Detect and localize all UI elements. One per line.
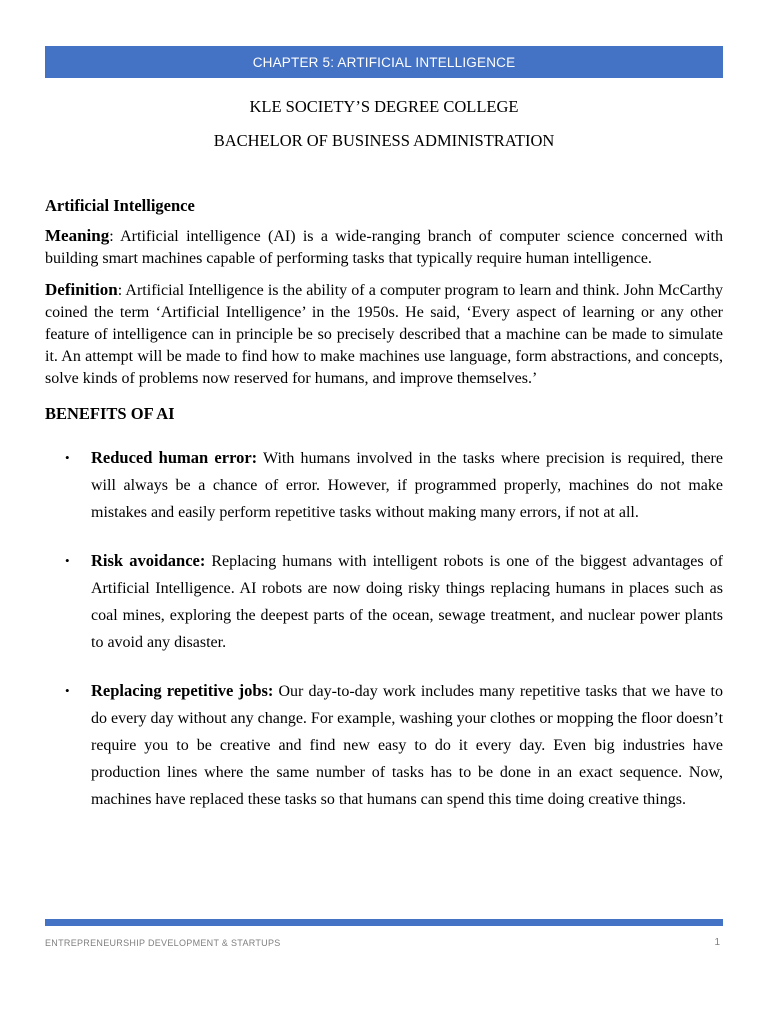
benefit-lead: Reduced human error: bbox=[91, 448, 258, 467]
college-name: KLE SOCIETY’S DEGREE COLLEGE bbox=[249, 97, 519, 116]
list-item bbox=[45, 547, 723, 656]
footer-course-title: ENTREPRENEURSHIP DEVELOPMENT & STARTUPS bbox=[45, 938, 281, 948]
definition-text: : Artificial Intelligence is the ability of a computer program to learn and think. John McCarthy coined the term ‘Artificial Intelligence’ in the 1950s. He said, ‘Every aspect of learning or any other feature of intelligence can in principle be so precisely described that a machine can be made to simulate it. An attempt will be made to find how to make machines use language, form abstractions, and concepts, solve kinds of problems now reserved for humans, and improve themselves.’ bbox=[45, 282, 723, 387]
page-number: 1 bbox=[714, 937, 720, 948]
meaning-text: : Artificial intelligence (AI) is a wide-ranging branch of computer science concerned with building smart machines capable of performing tasks that typically require human intelligence. bbox=[45, 228, 723, 267]
chapter-header-bar bbox=[45, 46, 723, 78]
benefit-text: Replacing humans with intelligent robots is one of the biggest advantages of Artificial Intelligence. AI robots are now doing risky things replacing humans in places such as coal mines, exploring the deepest parts of the ocean, sewage treatment, and nuclear power plants to avoid any disaster. bbox=[91, 553, 723, 651]
bullet-icon: • bbox=[65, 683, 70, 698]
benefit-lead: Risk avoidance: bbox=[91, 551, 206, 570]
definition-term: Definition bbox=[45, 280, 118, 299]
meaning-term: Meaning bbox=[45, 226, 110, 245]
bullet-icon: • bbox=[65, 450, 70, 465]
benefit-text: With humans involved in the tasks where precision is required, there will always be a chance of error. However, if programmed properly, machines do not make mistakes and easily perform repetitive tasks without making many errors, if not at all. bbox=[91, 450, 723, 521]
meaning-paragraph bbox=[45, 225, 723, 270]
benefit-lead: Replacing repetitive jobs: bbox=[91, 681, 274, 700]
program-name: BACHELOR OF BUSINESS ADMINISTRATION bbox=[213, 131, 555, 150]
benefit-text: Our day-to-day work includes many repetitive tasks that we have to do every day without any change. For example, washing your clothes or mopping the floor doesn’t require you to be creative and find new easy to do it every day. Even big industries have production lines where the same number of tasks has to be done in an exact sequence. Now, machines have replaced these tasks so that humans can spend this time doing creative things. bbox=[91, 683, 724, 808]
main-content bbox=[45, 196, 723, 834]
list-item bbox=[45, 677, 723, 813]
list-item bbox=[45, 444, 723, 526]
footer-divider bbox=[45, 919, 723, 926]
section-title: Artificial Intelligence bbox=[45, 196, 195, 215]
chapter-title: CHAPTER 5: ARTIFICIAL INTELLIGENCE bbox=[252, 54, 516, 70]
benefits-list bbox=[45, 444, 723, 813]
bullet-icon: • bbox=[65, 553, 70, 568]
benefits-title: BENEFITS OF AI bbox=[45, 404, 175, 423]
definition-paragraph bbox=[45, 279, 723, 390]
